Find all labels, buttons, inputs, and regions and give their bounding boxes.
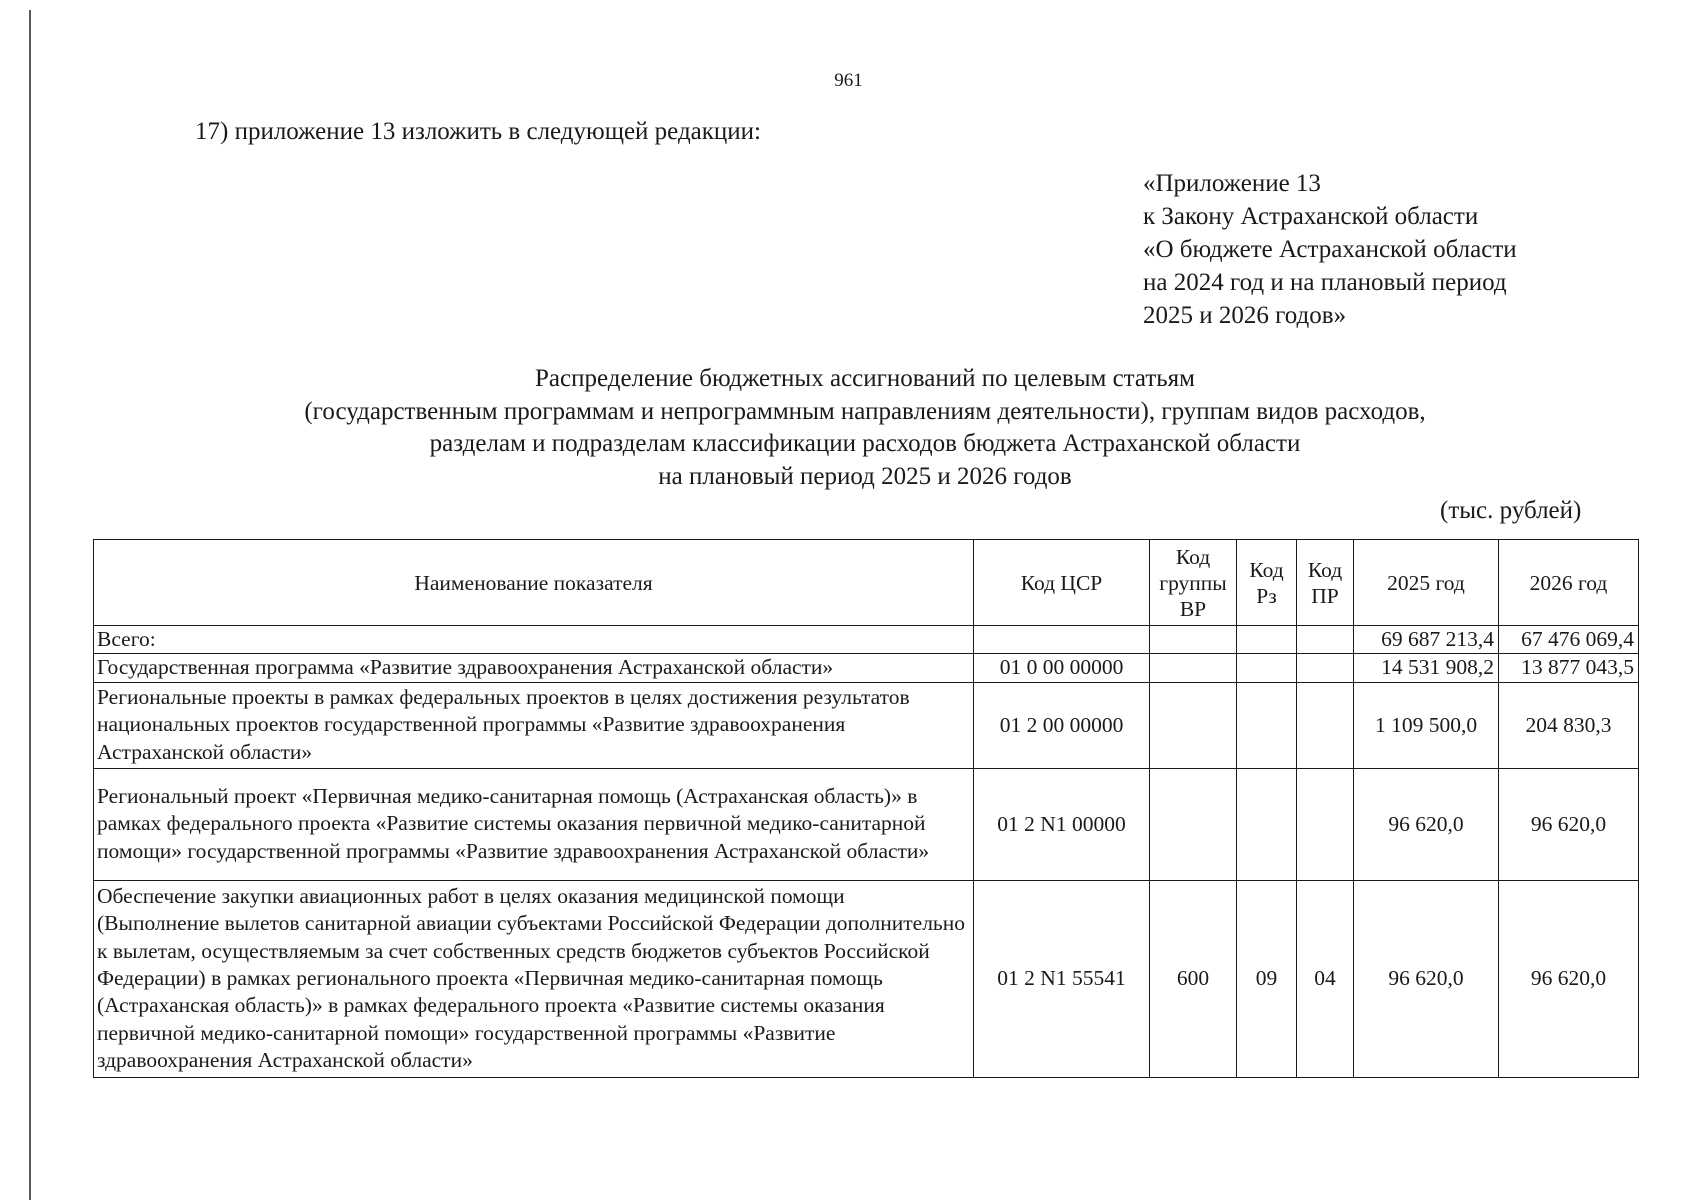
- table-row: [94, 626, 1639, 654]
- header-2025: 2025 год: [1354, 540, 1499, 626]
- row-2026: 96 620,0: [1499, 880, 1639, 1077]
- row-vr: [1150, 654, 1237, 682]
- appendix-line: 2025 и 2026 годов»: [1143, 302, 1347, 329]
- table-row: [94, 880, 1639, 1077]
- page-margin-line: [29, 10, 31, 1200]
- row-vr: [1150, 682, 1237, 768]
- heading-line: на плановый период 2025 и 2026 годов: [658, 462, 1072, 490]
- table-row: [94, 654, 1639, 682]
- row-2025: 96 620,0: [1354, 880, 1499, 1077]
- row-rz: [1237, 654, 1297, 682]
- row-rz: [1237, 768, 1297, 880]
- row-2025: 1 109 500,0: [1354, 682, 1499, 768]
- budget-table: [93, 539, 1639, 1078]
- page-number: 961: [834, 70, 863, 91]
- header-2026: 2026 год: [1499, 540, 1639, 626]
- document-heading: [0, 363, 1697, 493]
- appendix-line: на 2024 год и на плановый период: [1143, 269, 1507, 296]
- header-csr: Код ЦСР: [974, 540, 1150, 626]
- row-csr: [974, 626, 1150, 654]
- row-2026: 204 830,3: [1499, 682, 1639, 768]
- intro-paragraph: 17) приложение 13 изложить в следующей редакции:: [195, 118, 761, 145]
- row-name: Региональные проекты в рамках федеральных проектов в целях достижения результатов национальных проектов государственной программы «Развитие здравоохранения Астраханской области»: [94, 682, 974, 768]
- appendix-line: «Приложение 13: [1143, 170, 1321, 197]
- appendix-reference: [1143, 167, 1517, 332]
- row-pr: [1297, 682, 1354, 768]
- units-label: (тыс. рублей): [1440, 497, 1582, 524]
- row-csr: 01 0 00 00000: [974, 654, 1150, 682]
- heading-line: разделам и подразделам классификации расходов бюджета Астраханской области: [429, 430, 1301, 457]
- row-pr: [1297, 768, 1354, 880]
- header-rz: Код Рз: [1237, 540, 1297, 626]
- row-csr: 01 2 N1 00000: [974, 768, 1150, 880]
- row-vr: [1150, 626, 1237, 654]
- row-name: Обеспечение закупки авиационных работ в целях оказания медицинской помощи (Выполнение вылетов санитарной авиации субъектами Российской Федерации дополнительно к вылетам, осуществляемым за счет собственных средств бюджетов субъектов Российской Федерации) в рамках регионального проекта «Первичная медико-санитарная помощь (Астраханская область)» в рамках федерального проекта «Развитие системы оказания первичной медико-санитарной помощи» государственной программы «Развитие здравоохранения Астраханской области»: [94, 880, 974, 1077]
- row-name: Государственная программа «Развитие здравоохранения Астраханской области»: [94, 654, 974, 682]
- row-pr: [1297, 654, 1354, 682]
- row-2025: 14 531 908,2: [1354, 654, 1499, 682]
- row-2025: 96 620,0: [1354, 768, 1499, 880]
- row-2026: 67 476 069,4: [1499, 626, 1639, 654]
- row-vr: 600: [1150, 880, 1237, 1077]
- row-csr: 01 2 00 00000: [974, 682, 1150, 768]
- heading-line: Распределение бюджетных ассигнований по целевым статьям: [535, 365, 1195, 392]
- row-name: Региональный проект «Первичная медико-санитарная помощь (Астраханская область)» в рамках федерального проекта «Развитие системы оказания первичной медико-санитарной помощи» государственной программы «Развитие здравоохранения Астраханской области»: [94, 768, 974, 880]
- row-pr: 04: [1297, 880, 1354, 1077]
- appendix-line: «О бюджете Астраханской области: [1143, 236, 1517, 263]
- header-vr: Код группы ВР: [1150, 540, 1237, 626]
- header-name: Наименование показателя: [94, 540, 974, 626]
- row-rz: [1237, 682, 1297, 768]
- table-row: [94, 682, 1639, 768]
- row-pr: [1297, 626, 1354, 654]
- row-csr: 01 2 N1 55541: [974, 880, 1150, 1077]
- row-2025: 69 687 213,4: [1354, 626, 1499, 654]
- row-name: Всего:: [94, 626, 974, 654]
- row-2026: 96 620,0: [1499, 768, 1639, 880]
- header-pr: Код ПР: [1297, 540, 1354, 626]
- row-vr: [1150, 768, 1237, 880]
- table-row: [94, 768, 1639, 880]
- appendix-line: к Закону Астраханской области: [1143, 203, 1479, 230]
- table-header-row: [94, 540, 1639, 626]
- row-rz: 09: [1237, 880, 1297, 1077]
- row-rz: [1237, 626, 1297, 654]
- row-2026: 13 877 043,5: [1499, 654, 1639, 682]
- heading-line: (государственным программам и непрограммным направлениям деятельности), группам видов расходов,: [304, 397, 1426, 425]
